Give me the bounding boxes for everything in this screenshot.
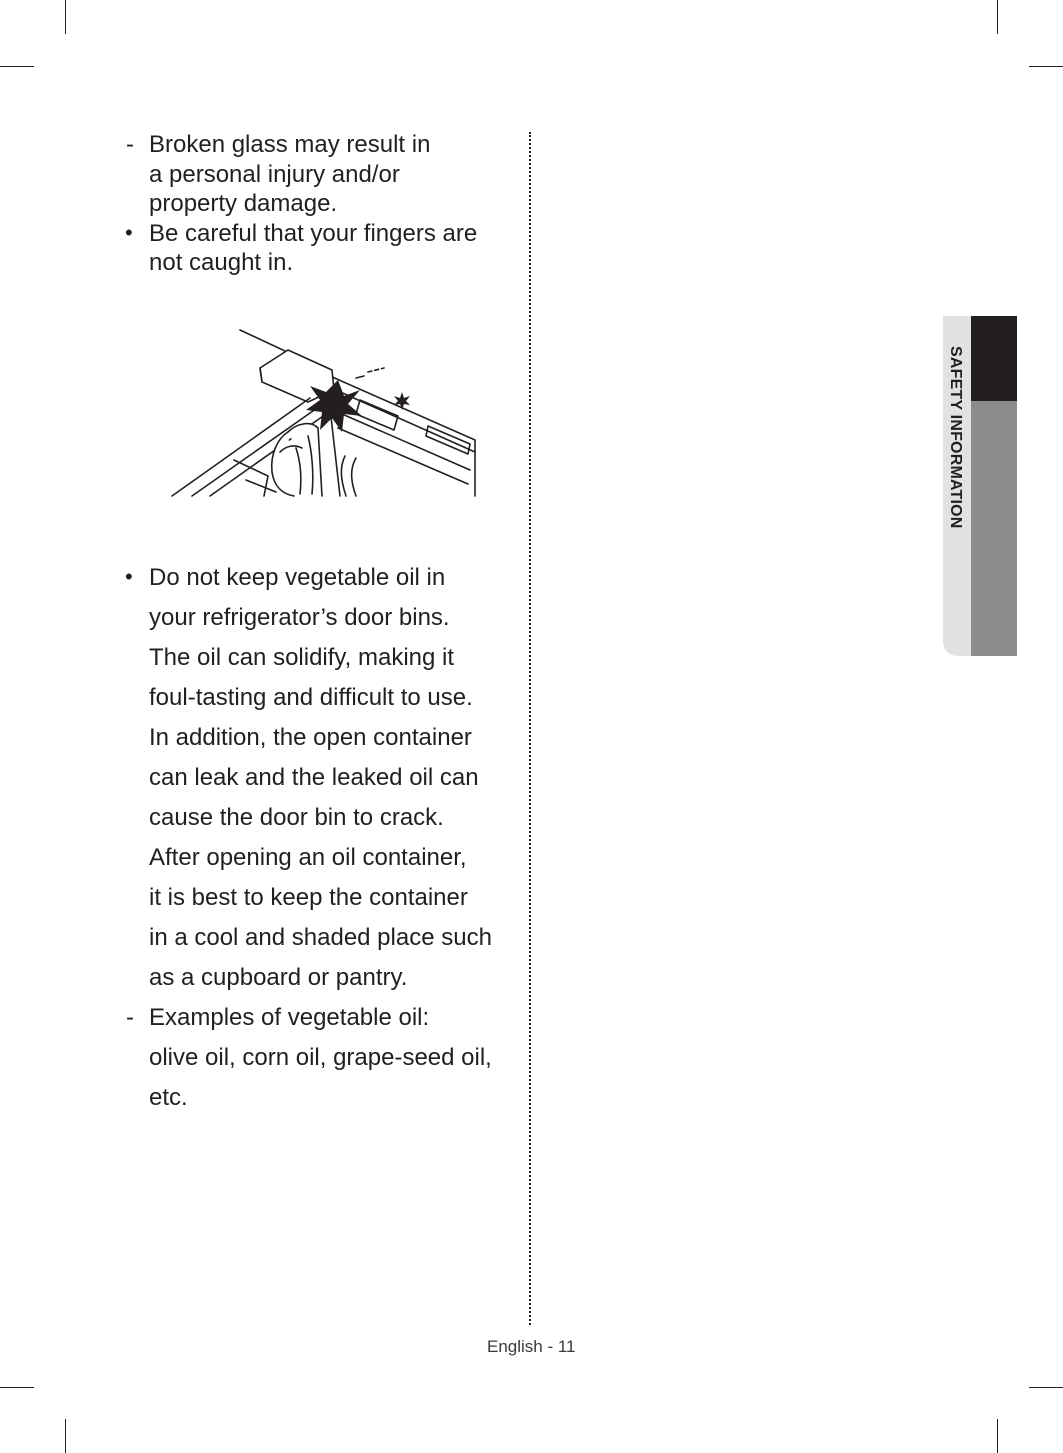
bullet-marker: • — [125, 563, 133, 589]
text-line: In addition, the open container — [149, 723, 472, 751]
text-line: etc. — [149, 1083, 188, 1111]
dash-marker: - — [126, 1003, 134, 1031]
text-line: as a cupboard or pantry. — [149, 963, 408, 991]
column-divider — [529, 132, 531, 1325]
finger-caught-in-door-illustration — [170, 328, 478, 498]
text-line: it is best to keep the container — [149, 883, 468, 911]
section-tab-marker — [971, 316, 1017, 401]
crop-mark — [997, 1419, 998, 1453]
text-line: Be careful that your fingers are — [149, 219, 478, 247]
text-line: After opening an oil container, — [149, 843, 467, 871]
crop-mark — [1029, 66, 1063, 67]
text-line: in a cool and shaded place such — [149, 923, 492, 951]
text-line: Examples of vegetable oil: — [149, 1003, 430, 1031]
section-tab-strip — [971, 401, 1017, 656]
text-line: a personal injury and/or — [149, 160, 400, 188]
text-line: cause the door bin to crack. — [149, 803, 444, 831]
list-item-broken-glass — [120, 130, 525, 219]
text-line: not caught in. — [149, 249, 294, 276]
impact-star-icon — [306, 380, 362, 432]
crop-mark — [997, 0, 998, 34]
text-line: olive oil, corn oil, grape-seed oil, — [149, 1043, 492, 1071]
crop-mark — [0, 1387, 34, 1388]
list-item-vegetable-oil — [120, 558, 525, 998]
safety-text-column — [120, 130, 525, 1118]
text-line: your refrigerator’s door bins. — [149, 603, 450, 631]
section-tab-label: SAFETY INFORMATION — [947, 346, 964, 529]
small-star-icon — [394, 392, 410, 410]
dash-marker: - — [126, 131, 134, 158]
text-line: can leak and the leaked oil can — [149, 763, 479, 791]
crop-mark — [65, 1419, 66, 1453]
page-number: English - 11 — [487, 1337, 576, 1356]
list-item-fingers — [120, 219, 525, 278]
text-line: The oil can solidify, making it — [149, 643, 455, 671]
crop-mark — [1029, 1387, 1063, 1388]
text-line: Broken glass may result in — [149, 131, 431, 158]
text-line: foul-tasting and difficult to use. — [149, 683, 473, 711]
crop-mark — [65, 0, 66, 34]
text-line: property damage. — [149, 190, 338, 217]
list-item-oil-examples — [120, 998, 525, 1118]
bullet-marker: • — [125, 219, 133, 245]
crop-mark — [0, 66, 34, 67]
text-line: Do not keep vegetable oil in — [149, 563, 446, 591]
